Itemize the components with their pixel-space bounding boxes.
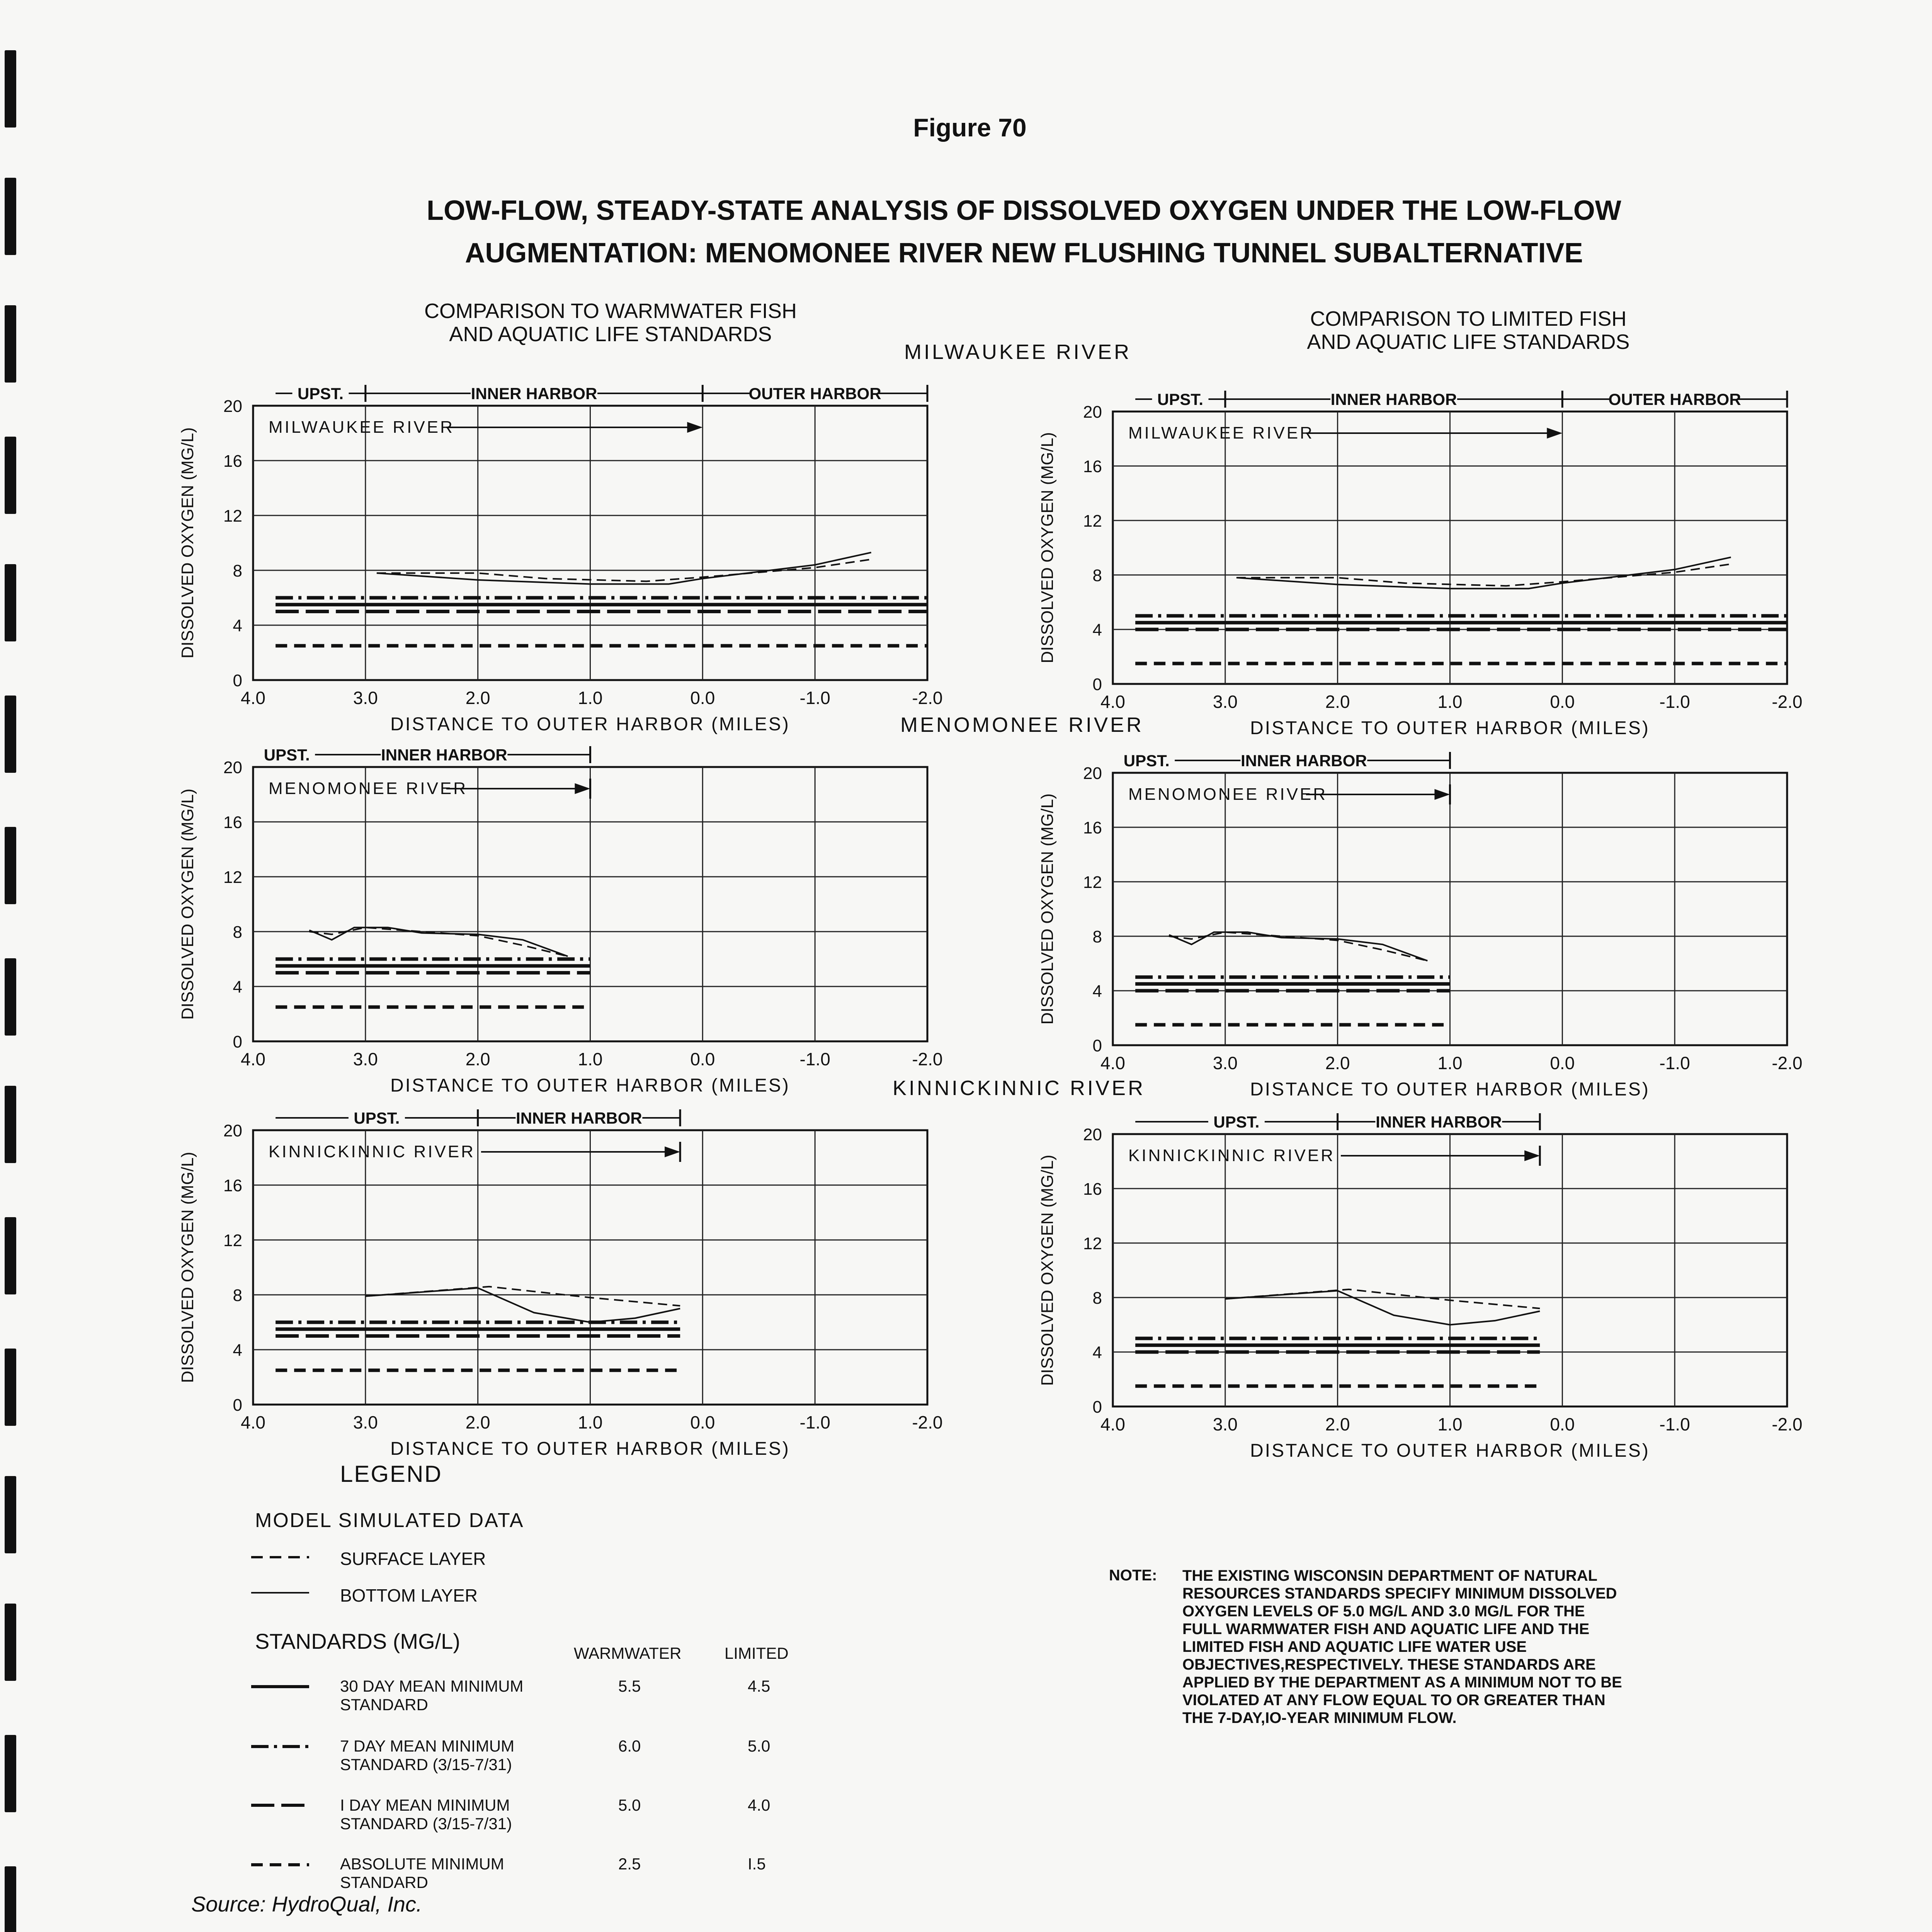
y-tick-label: 16 bbox=[223, 1176, 242, 1195]
legend-row-label: STANDARD (3/15-7/31) bbox=[340, 1755, 512, 1774]
zone-label-outer: OUTER HARBOR bbox=[1608, 390, 1741, 408]
chart-panel-menomonee-warmwater bbox=[178, 745, 943, 1096]
x-tick-label: 3.0 bbox=[1213, 1053, 1238, 1073]
figure-title-line2: AUGMENTATION: MENOMONEE RIVER NEW FLUSHING TUNNEL SUBALTERNATIVE bbox=[465, 238, 1583, 269]
y-tick-label: 4 bbox=[1092, 621, 1102, 639]
y-tick-label: 12 bbox=[1083, 1234, 1102, 1253]
y-tick-label: 20 bbox=[1083, 1125, 1102, 1144]
river-extent-arrowhead bbox=[575, 783, 590, 794]
legend-col-warmwater: WARMWATER bbox=[574, 1644, 682, 1662]
x-tick-label: -2.0 bbox=[912, 1049, 943, 1069]
zone-label-upst: UPST. bbox=[264, 746, 310, 764]
x-tick-label: 2.0 bbox=[465, 688, 490, 708]
source-credit: Source: HydroQual, Inc. bbox=[191, 1892, 422, 1916]
x-tick-label: 0.0 bbox=[1550, 1053, 1575, 1073]
zone-label-upst: UPST. bbox=[1123, 752, 1170, 770]
x-tick-label: -1.0 bbox=[799, 1412, 830, 1432]
x-tick-label: 2.0 bbox=[465, 1049, 490, 1069]
legend-title: LEGEND bbox=[340, 1461, 442, 1487]
x-tick-label: 4.0 bbox=[1100, 692, 1125, 712]
binder-mark bbox=[5, 1866, 16, 1932]
y-tick-label: 20 bbox=[223, 758, 242, 777]
legend-row-label: 30 DAY MEAN MINIMUM bbox=[340, 1677, 524, 1695]
right-heading-line2: AND AQUATIC LIFE STANDARDS bbox=[1307, 330, 1630, 354]
x-tick-label: 4.0 bbox=[241, 1049, 265, 1069]
legend-row-warm-value: 5.5 bbox=[618, 1677, 641, 1695]
binder-mark bbox=[5, 1735, 16, 1812]
surface-layer-line bbox=[1225, 1289, 1540, 1308]
river-caption-milwaukee: MILWAUKEE RIVER bbox=[904, 340, 1132, 364]
chart-panel-menomonee-limited bbox=[1038, 751, 1803, 1100]
x-tick-label: 2.0 bbox=[1325, 692, 1350, 712]
legend-row-label: 7 DAY MEAN MINIMUM bbox=[340, 1737, 515, 1755]
x-tick-label: 0.0 bbox=[690, 688, 715, 708]
legend-row-warm-value: 6.0 bbox=[618, 1737, 641, 1755]
chart-panel-kinnickinnic-limited bbox=[1038, 1112, 1803, 1461]
y-axis-label: DISSOLVED OXYGEN (MG/L) bbox=[178, 788, 197, 1020]
y-tick-label: 12 bbox=[223, 868, 242, 887]
x-tick-label: 4.0 bbox=[1100, 1053, 1125, 1073]
note-text: THE EXISTING WISCONSIN DEPARTMENT OF NATURAL RESOURCES STANDARDS SPECIFY MINIMUM DISSOLVED OXYGEN LEVELS OF 5.0 MG/L AND 3.0 MG/L FOR THE FULL WARMWATER FISH AND AQUATIC LIFE AND THE LIMITED FISH AND AQUATIC LIFE WATER USE OBJECTIVES,RESPECTIVELY. THESE STANDARDS ARE APPLIED BY THE DEPARTMENT AS A MINIMUM NOT TO BE VIOLATED AT ANY FLOW EQUAL TO OR GREATER THAN THE 7-DAY,IO-YEAR MINIMUM FLOW. bbox=[1182, 1567, 1622, 1726]
x-tick-label: 2.0 bbox=[465, 1412, 490, 1432]
x-tick-label: -2.0 bbox=[912, 688, 943, 708]
x-tick-label: 3.0 bbox=[353, 1412, 378, 1432]
river-label: MENOMONEE RIVER bbox=[269, 779, 468, 798]
y-tick-label: 0 bbox=[233, 1032, 242, 1051]
bottom-layer-line bbox=[366, 1288, 680, 1322]
x-tick-label: -1.0 bbox=[1659, 1414, 1690, 1434]
y-tick-label: 4 bbox=[233, 1341, 242, 1360]
river-extent-arrowhead bbox=[1547, 428, 1562, 439]
y-tick-label: 12 bbox=[223, 507, 242, 526]
legend-swatches-standards bbox=[247, 1669, 325, 1893]
legend-row-limited-value: 5.0 bbox=[748, 1737, 770, 1755]
x-tick-label: 1.0 bbox=[1437, 1053, 1463, 1073]
legend-row-limited-value: I.5 bbox=[748, 1855, 766, 1873]
legend-row-warm-value: 2.5 bbox=[618, 1855, 641, 1873]
legend-model-heading: MODEL SIMULATED DATA bbox=[255, 1509, 524, 1532]
x-tick-label: -2.0 bbox=[1772, 1053, 1803, 1073]
y-tick-label: 4 bbox=[1092, 982, 1102, 1001]
y-tick-label: 4 bbox=[233, 616, 242, 635]
y-tick-label: 0 bbox=[1092, 1036, 1102, 1055]
river-label: MILWAUKEE RIVER bbox=[269, 418, 454, 437]
y-tick-label: 8 bbox=[233, 1286, 242, 1305]
zone-label-upst: UPST. bbox=[1157, 390, 1204, 408]
legend-row-warm-value: 5.0 bbox=[618, 1796, 641, 1814]
y-tick-label: 20 bbox=[223, 1121, 242, 1140]
legend-col-limited: LIMITED bbox=[724, 1644, 789, 1662]
x-tick-label: -1.0 bbox=[1659, 1053, 1690, 1073]
river-label: KINNICKINNIC RIVER bbox=[269, 1142, 475, 1161]
x-tick-label: 0.0 bbox=[690, 1049, 715, 1069]
y-tick-label: 8 bbox=[1092, 1289, 1102, 1308]
x-tick-label: -1.0 bbox=[799, 1049, 830, 1069]
figure-title-line1: LOW-FLOW, STEADY-STATE ANALYSIS OF DISSOLVED OXYGEN UNDER THE LOW-FLOW bbox=[427, 195, 1621, 226]
legend-swatches-model bbox=[247, 1542, 325, 1596]
x-tick-label: 0.0 bbox=[1550, 1414, 1575, 1434]
x-tick-label: 3.0 bbox=[1213, 692, 1238, 712]
river-label: MENOMONEE RIVER bbox=[1128, 785, 1328, 804]
river-label: MILWAUKEE RIVER bbox=[1128, 423, 1314, 442]
legend-row-label: ABSOLUTE MINIMUM bbox=[340, 1855, 504, 1873]
y-tick-label: 16 bbox=[1083, 457, 1102, 476]
binder-mark bbox=[5, 1604, 16, 1681]
x-tick-label: 3.0 bbox=[353, 1049, 378, 1069]
zone-label-inner: INNER HARBOR bbox=[1330, 390, 1457, 408]
y-tick-label: 0 bbox=[1092, 675, 1102, 694]
river-extent-arrowhead bbox=[665, 1146, 680, 1157]
y-tick-label: 0 bbox=[233, 1396, 242, 1415]
y-tick-label: 16 bbox=[223, 452, 242, 471]
y-tick-label: 8 bbox=[1092, 566, 1102, 585]
chart-panel-kinnickinnic-warmwater bbox=[178, 1108, 943, 1459]
river-extent-arrowhead bbox=[1524, 1150, 1540, 1161]
zone-label-upst: UPST. bbox=[1213, 1113, 1260, 1131]
x-tick-label: 1.0 bbox=[578, 688, 603, 708]
left-heading-line2: AND AQUATIC LIFE STANDARDS bbox=[449, 323, 772, 346]
x-tick-label: 4.0 bbox=[1100, 1414, 1125, 1434]
y-tick-label: 20 bbox=[223, 397, 242, 416]
y-tick-label: 12 bbox=[1083, 512, 1102, 531]
y-tick-label: 4 bbox=[233, 978, 242, 997]
river-label: KINNICKINNIC RIVER bbox=[1128, 1146, 1335, 1165]
x-tick-label: 3.0 bbox=[1213, 1414, 1238, 1434]
zone-label-upst: UPST. bbox=[354, 1109, 400, 1127]
bottom-layer-line bbox=[1225, 1291, 1540, 1325]
bottom-layer-line bbox=[1236, 557, 1731, 588]
x-tick-label: 1.0 bbox=[578, 1049, 603, 1069]
x-tick-label: 2.0 bbox=[1325, 1053, 1350, 1073]
y-axis-label: DISSOLVED OXYGEN (MG/L) bbox=[1038, 1155, 1057, 1386]
y-tick-label: 8 bbox=[233, 923, 242, 942]
y-axis-label: DISSOLVED OXYGEN (MG/L) bbox=[1038, 793, 1057, 1025]
x-axis-label: DISTANCE TO OUTER HARBOR (MILES) bbox=[1250, 718, 1650, 738]
y-tick-label: 0 bbox=[1092, 1398, 1102, 1417]
x-axis-label: DISTANCE TO OUTER HARBOR (MILES) bbox=[390, 1075, 790, 1096]
y-tick-label: 16 bbox=[1083, 818, 1102, 837]
x-tick-label: -2.0 bbox=[912, 1412, 943, 1432]
right-heading-line1: COMPARISON TO LIMITED FISH bbox=[1310, 307, 1627, 330]
y-tick-label: 16 bbox=[1083, 1180, 1102, 1199]
zone-label-inner: INNER HARBOR bbox=[516, 1109, 642, 1127]
y-tick-label: 0 bbox=[233, 671, 242, 690]
legend-row-limited-value: 4.5 bbox=[748, 1677, 770, 1695]
y-axis-label: DISSOLVED OXYGEN (MG/L) bbox=[1038, 432, 1057, 663]
zone-label-inner: INNER HARBOR bbox=[381, 746, 507, 764]
river-extent-arrowhead bbox=[1435, 789, 1450, 800]
legend-bottom-label: BOTTOM LAYER bbox=[340, 1585, 478, 1605]
zone-label-inner: INNER HARBOR bbox=[1376, 1113, 1502, 1131]
x-axis-label: DISTANCE TO OUTER HARBOR (MILES) bbox=[390, 1439, 790, 1459]
y-tick-label: 8 bbox=[1092, 927, 1102, 946]
y-tick-label: 16 bbox=[223, 813, 242, 832]
y-tick-label: 12 bbox=[223, 1231, 242, 1250]
x-tick-label: -2.0 bbox=[1772, 692, 1803, 712]
chart-panel-milwaukee-warmwater bbox=[178, 384, 943, 735]
y-tick-label: 12 bbox=[1083, 873, 1102, 892]
x-tick-label: 3.0 bbox=[353, 688, 378, 708]
river-caption-menomonee: MENOMONEE RIVER bbox=[900, 713, 1144, 736]
surface-layer-line bbox=[366, 1287, 680, 1306]
legend-surface-label: SURFACE LAYER bbox=[340, 1549, 486, 1569]
chart-panel-milwaukee-limited bbox=[1038, 389, 1803, 738]
x-tick-label: -1.0 bbox=[799, 688, 830, 708]
x-tick-label: 1.0 bbox=[1437, 692, 1463, 712]
x-axis-label: DISTANCE TO OUTER HARBOR (MILES) bbox=[1250, 1440, 1650, 1461]
y-tick-label: 20 bbox=[1083, 403, 1102, 422]
x-tick-label: 1.0 bbox=[578, 1412, 603, 1432]
legend-row-label: I DAY MEAN MINIMUM bbox=[340, 1796, 510, 1814]
zone-label-inner: INNER HARBOR bbox=[471, 384, 597, 403]
note-label: NOTE: bbox=[1109, 1567, 1157, 1584]
y-tick-label: 4 bbox=[1092, 1343, 1102, 1362]
x-tick-label: -1.0 bbox=[1659, 692, 1690, 712]
zone-label-upst: UPST. bbox=[297, 384, 344, 403]
river-extent-arrowhead bbox=[687, 422, 702, 433]
legend-row-label: STANDARD bbox=[340, 1696, 428, 1714]
legend-standards-heading: STANDARDS (MG/L) bbox=[255, 1629, 460, 1653]
zone-label-inner: INNER HARBOR bbox=[1241, 752, 1367, 770]
x-tick-label: 4.0 bbox=[241, 688, 265, 708]
x-tick-label: 2.0 bbox=[1325, 1414, 1350, 1434]
x-axis-label: DISTANCE TO OUTER HARBOR (MILES) bbox=[390, 714, 790, 735]
river-caption-kinnickinnic: KINNICKINNIC RIVER bbox=[893, 1077, 1146, 1100]
y-tick-label: 8 bbox=[233, 561, 242, 580]
x-axis-label: DISTANCE TO OUTER HARBOR (MILES) bbox=[1250, 1079, 1650, 1100]
bottom-layer-line bbox=[377, 553, 871, 584]
x-tick-label: 0.0 bbox=[690, 1412, 715, 1432]
x-tick-label: 0.0 bbox=[1550, 692, 1575, 712]
y-tick-label: 20 bbox=[1083, 764, 1102, 783]
legend-row-label: STANDARD (3/15-7/31) bbox=[340, 1815, 512, 1833]
zone-label-outer: OUTER HARBOR bbox=[748, 384, 881, 403]
legend-row-label: STANDARD bbox=[340, 1873, 428, 1891]
y-axis-label: DISSOLVED OXYGEN (MG/L) bbox=[178, 427, 197, 659]
x-tick-label: 1.0 bbox=[1437, 1414, 1463, 1434]
x-tick-label: -2.0 bbox=[1772, 1414, 1803, 1434]
x-tick-label: 4.0 bbox=[241, 1412, 265, 1432]
legend-row-limited-value: 4.0 bbox=[748, 1796, 770, 1814]
left-heading-line1: COMPARISON TO WARMWATER FISH bbox=[424, 299, 797, 323]
y-axis-label: DISSOLVED OXYGEN (MG/L) bbox=[178, 1151, 197, 1383]
figure-label: Figure 70 bbox=[913, 113, 1027, 142]
